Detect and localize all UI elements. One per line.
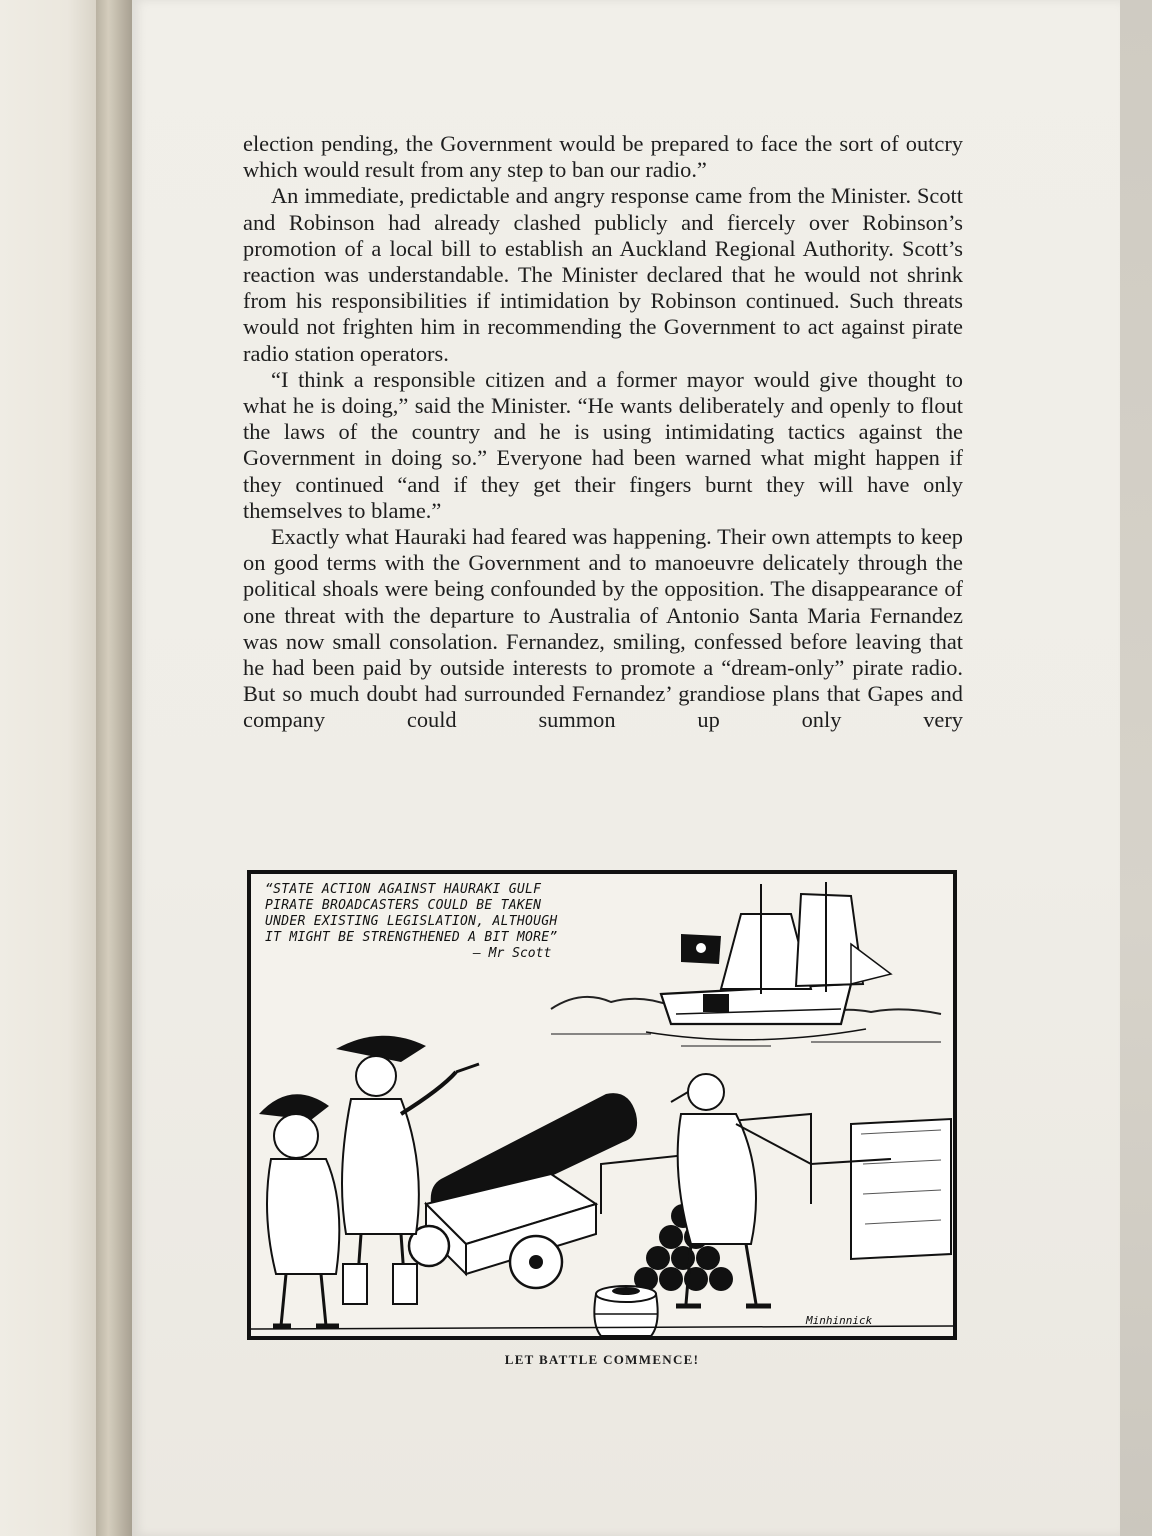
- facing-page-edge: [0, 0, 96, 1536]
- cartoon-attribution: — Mr Scott: [473, 946, 552, 961]
- cartoon-illustration: [247, 870, 957, 1340]
- paragraph-2: An immediate, predictable and angry response came from the Minister. Scott and Robinson had already clashed publicly and fiercely over Robinson’s promotion of a local bill to establish an Auckland Regional Authority. Scott’s reaction was understandable. The Minister declared that he would not shrink from his responsibilities if intimidation by Robinson continued. Such threats would not frighten him in recommending the Government to act against pirate radio station operators.: [243, 183, 963, 366]
- cartoon-caption: LET BATTLE COMMENCE!: [504, 1352, 700, 1367]
- speech-line: IT MIGHT BE STRENGTHENED A BIT MORE”: [265, 930, 558, 945]
- book-gutter: [96, 0, 132, 1536]
- backdrop: [1120, 0, 1152, 1536]
- body-text: [243, 131, 963, 734]
- speech-line: UNDER EXISTING LEGISLATION, ALTHOUGH: [265, 914, 558, 929]
- cannon: [409, 1093, 637, 1288]
- paragraph-1: election pending, the Government would be prepared to face the sort of outcry which would result from any step to ban our radio.”: [243, 131, 963, 183]
- speech-line: “STATE ACTION AGAINST HAURAKI GULF: [265, 882, 542, 897]
- figure-officer-left: [259, 1094, 339, 1326]
- paragraph-3: “I think a responsible citizen and a former mayor would give thought to what he is doing,” said the Minister. “He wants deliberately and openly to flout the laws of the country and he is using intimidating tactics against the Government in doing so.” Everyone had been warned what might happen if they continued “and if they get their fingers burnt they will have only themselves to blame.”: [243, 366, 963, 523]
- barrel: [594, 1286, 658, 1336]
- cartoon-speech-quote: [265, 882, 605, 946]
- artist-signature: Minhinnick: [806, 1314, 873, 1327]
- pirate-ship: [646, 882, 891, 1040]
- paragraph-4: Exactly what Hauraki had feared was happening. Their own attempts to keep on good terms with the Government and to manoeuvre delicately through the political shoals were being confounded by the opposition. The disappearance of one threat with the departure to Australia of Antonio Santa Maria Fernandez was now small consolation. Fernandez, smiling, confessed before leaving that he had been paid by outside interests to promote a “dream-only” pirate radio. But so much doubt had surrounded Fernandez’ grandiose plans that Gapes and company could summon up only very: [243, 524, 963, 733]
- speech-line: PIRATE BROADCASTERS COULD BE TAKEN: [265, 898, 542, 913]
